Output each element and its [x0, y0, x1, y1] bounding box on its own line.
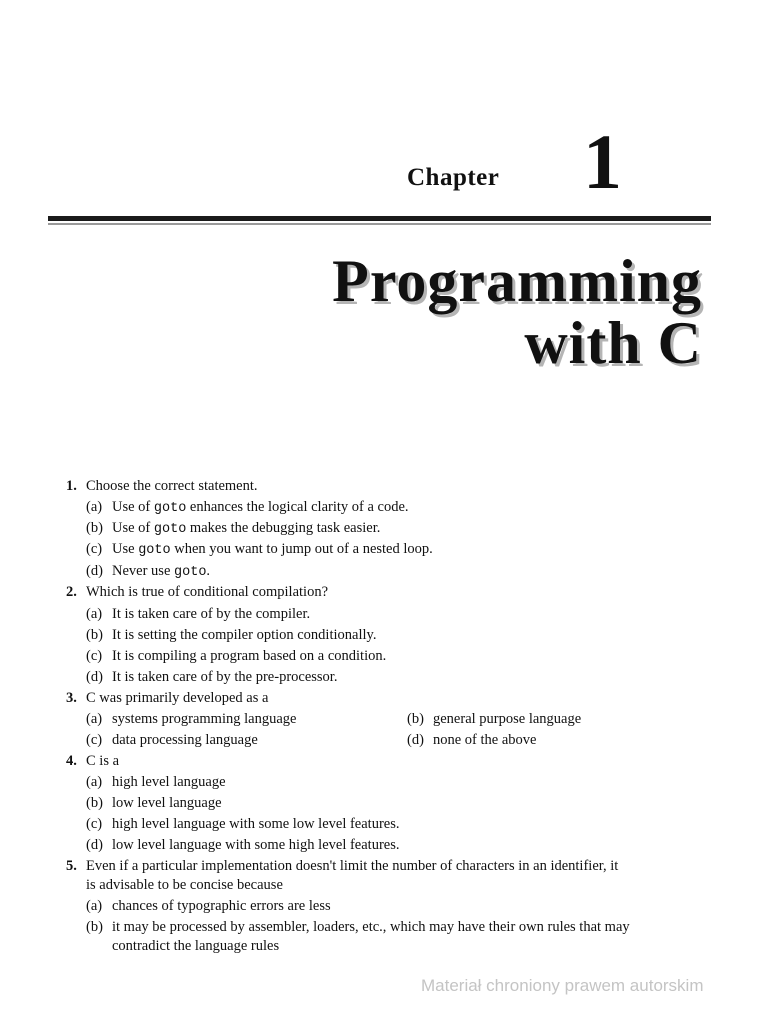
option-label: (b) [86, 919, 103, 935]
option-4a [86, 772, 226, 793]
question-3 [66, 688, 268, 709]
option-3d [407, 730, 536, 751]
question-number: 3. [66, 690, 77, 706]
option-3a [86, 709, 296, 730]
option-text: chances of typographic errors are less [112, 898, 331, 914]
option-label: (d) [86, 837, 103, 853]
question-5 [66, 856, 618, 877]
option-text: It is taken care of by the compiler. [112, 606, 311, 622]
option-5b [86, 917, 630, 938]
option-text: It is setting the compiler option conditionally. [112, 627, 377, 643]
option-5b-continuation [112, 936, 279, 957]
option-2b [86, 625, 376, 646]
option-text-post: . [206, 563, 211, 579]
chapter-rule [48, 216, 711, 221]
question-5-continuation: is advisable to be concise because [86, 877, 283, 893]
question-text: Even if a particular implementation doesn't limit the number of characters in an identifier, it [86, 858, 619, 874]
option-code: goto [138, 543, 171, 558]
option-1d [86, 561, 210, 583]
option-text: high level language [112, 774, 226, 790]
option-label: (a) [86, 606, 103, 622]
option-text: contradict the language rules [112, 938, 280, 954]
option-label: (d) [86, 669, 103, 685]
option-label: (b) [86, 520, 103, 536]
option-code: goto [174, 565, 207, 580]
chapter-rule-shadow [48, 223, 711, 225]
option-label: (b) [86, 795, 103, 811]
option-1c [86, 539, 433, 561]
question-text: Which is true of conditional compilation? [86, 584, 329, 600]
question-2 [66, 582, 328, 603]
option-label: (a) [86, 774, 103, 790]
question-number: 5. [66, 858, 77, 874]
option-label: (c) [86, 732, 103, 748]
option-text: systems programming language [112, 711, 297, 727]
copyright-watermark: Materiał chroniony prawem autorskim [421, 976, 704, 995]
option-text-post: enhances the logical clarity of a code. [186, 499, 409, 515]
option-text-post: makes the debugging task easier. [186, 520, 381, 536]
chapter-number: 1 [583, 118, 622, 205]
option-2d [86, 667, 337, 688]
option-label: (d) [86, 563, 103, 579]
option-label: (b) [407, 711, 424, 727]
option-2a [86, 604, 310, 625]
option-text: data processing language [112, 732, 258, 748]
option-text-pre: Use of [112, 520, 154, 536]
option-text: general purpose language [433, 711, 582, 727]
option-label: (c) [86, 541, 103, 557]
option-label: (a) [86, 499, 103, 515]
option-text-pre: Use of [112, 499, 154, 515]
option-4c [86, 814, 400, 835]
option-code: goto [153, 501, 187, 516]
option-text-pre: Use [112, 541, 139, 557]
option-label: (c) [86, 648, 103, 664]
title-line-2: with C [524, 310, 702, 376]
question-number: 4. [66, 753, 77, 769]
option-label: (d) [407, 732, 424, 748]
option-text: low level language [112, 795, 222, 811]
chapter-title [332, 250, 702, 374]
question-1 [66, 476, 258, 497]
question-number: 2. [66, 584, 77, 600]
option-label: (c) [86, 816, 103, 832]
option-text: It is compiling a program based on a condition. [112, 648, 387, 664]
option-text: it may be processed by assembler, loaders, etc., which may have their own rules that may [112, 919, 630, 935]
option-3b [407, 709, 581, 730]
option-1a [86, 497, 409, 519]
option-4d [86, 835, 400, 856]
option-text: none of the above [433, 732, 537, 748]
option-5a [86, 896, 331, 917]
question-text: C is a [86, 753, 120, 769]
option-text-post: when you want to jump out of a nested loop. [170, 541, 433, 557]
question-text: Choose the correct statement. [86, 478, 258, 494]
option-2c [86, 646, 386, 667]
option-label: (a) [86, 711, 103, 727]
option-label: (a) [86, 898, 103, 914]
chapter-word: Chapter [407, 164, 500, 191]
option-3c [86, 730, 258, 751]
option-text: low level language with some high level features. [112, 837, 400, 853]
option-text-pre: Never use [112, 563, 175, 579]
option-4b [86, 793, 222, 814]
option-text: high level language with some low level features. [112, 816, 400, 832]
option-label: (b) [86, 627, 103, 643]
question-number: 1. [66, 478, 77, 494]
option-text: It is taken care of by the pre-processor. [112, 669, 338, 685]
option-code: goto [153, 522, 187, 537]
question-4 [66, 751, 119, 772]
title-line-1: Programming [332, 248, 702, 314]
question-text: C was primarily developed as a [86, 690, 269, 706]
option-1b [86, 518, 380, 540]
